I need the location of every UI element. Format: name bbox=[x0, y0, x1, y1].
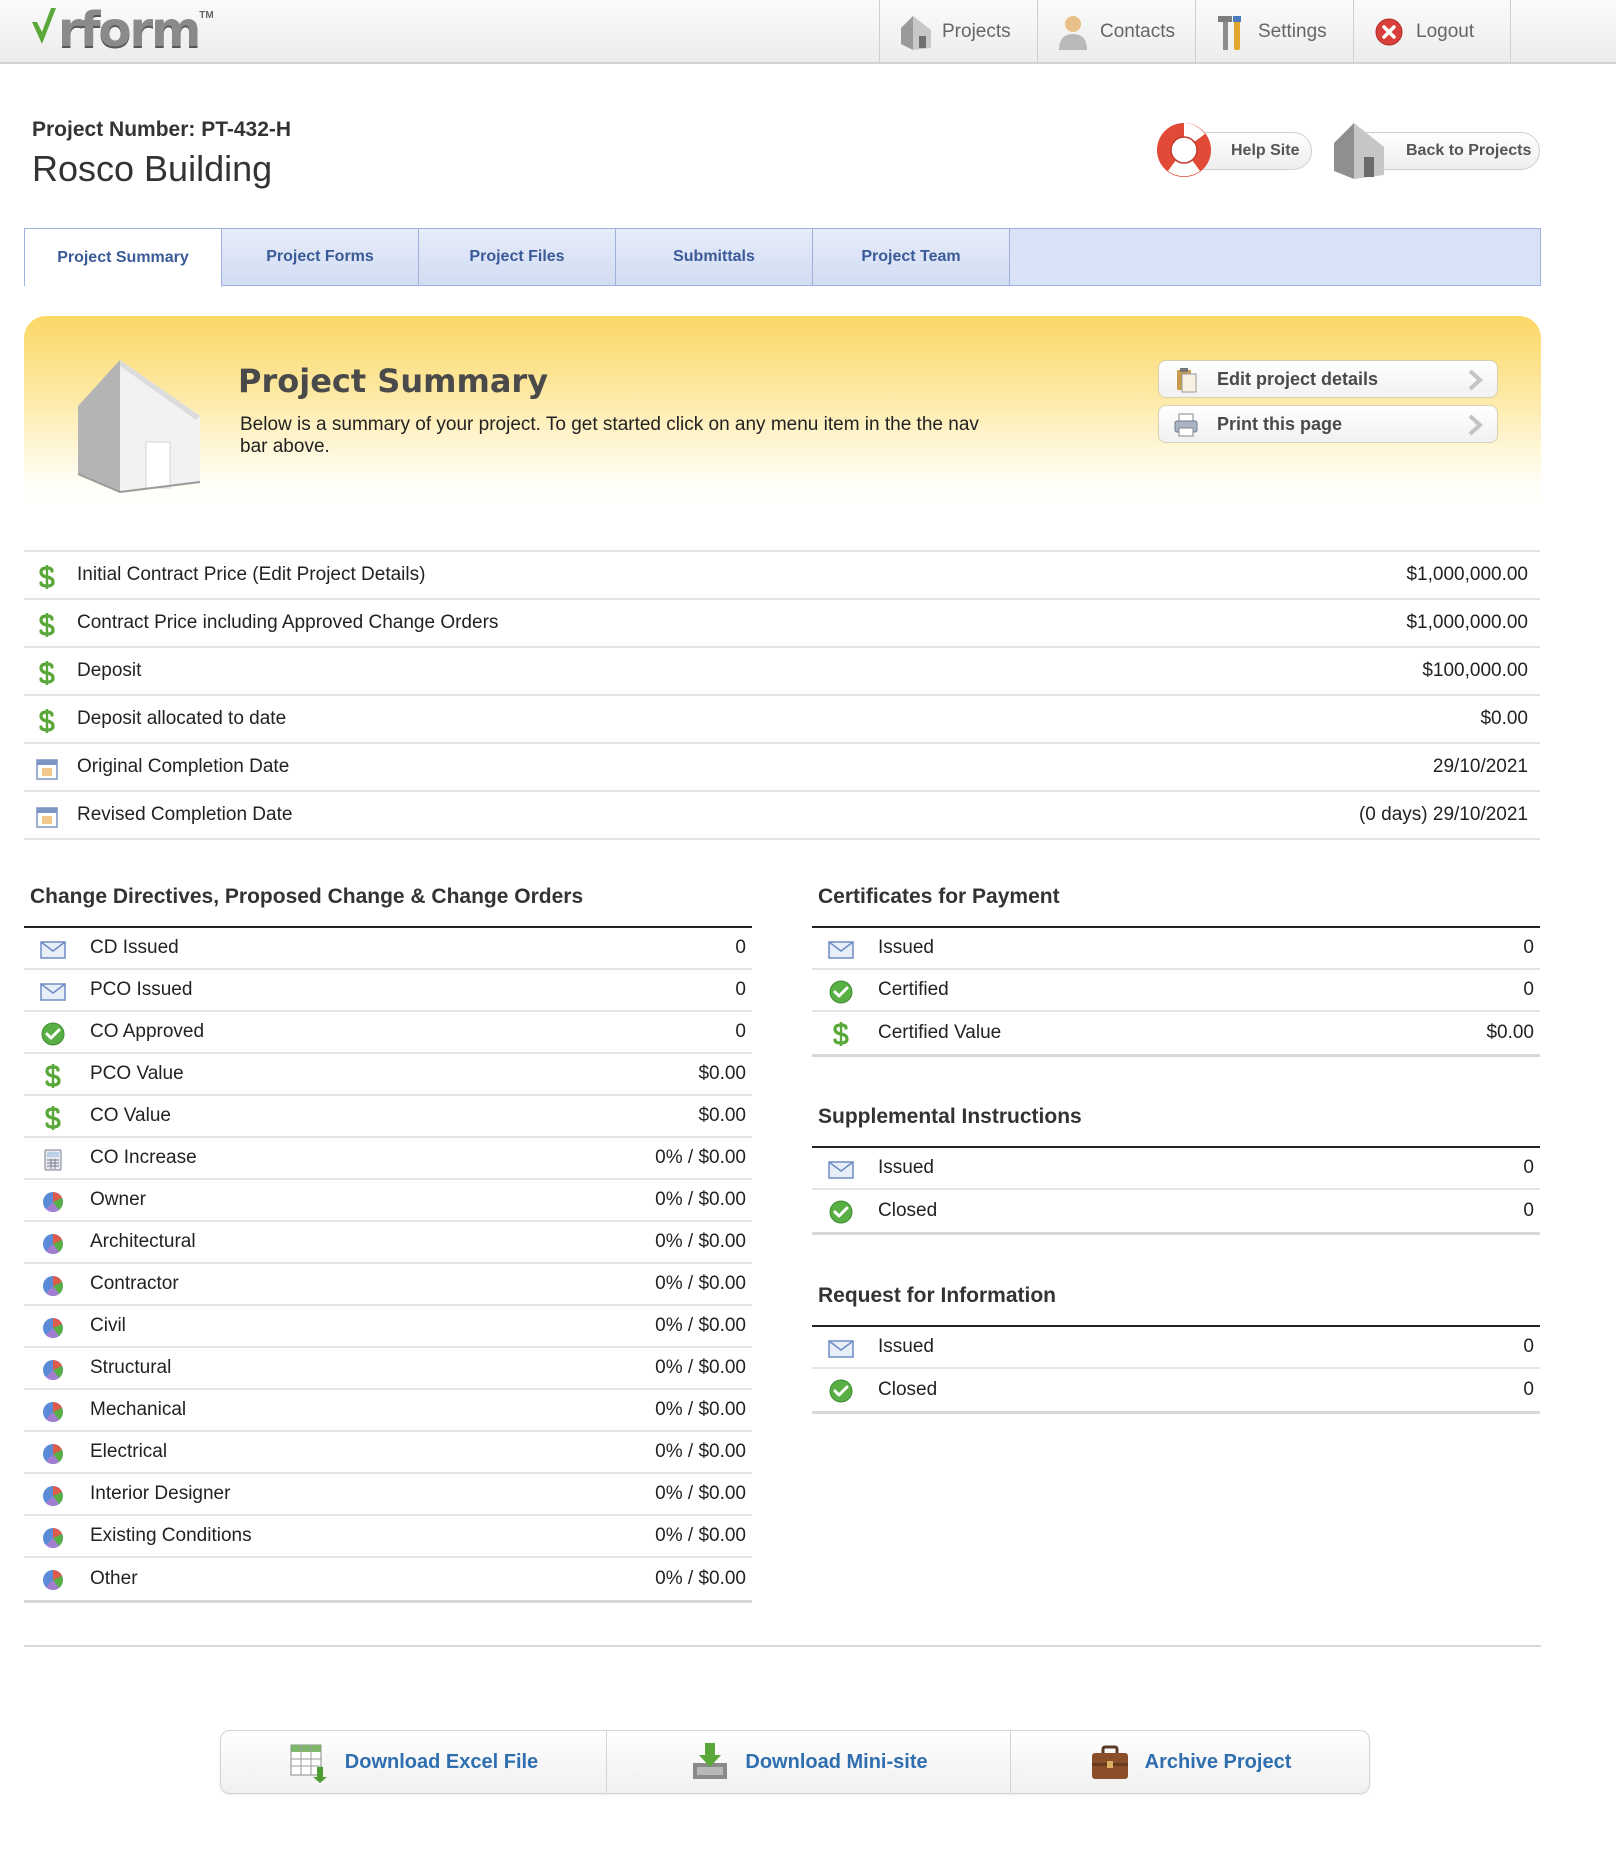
check-icon bbox=[828, 1378, 854, 1404]
archive-project-button[interactable] bbox=[1011, 1731, 1369, 1793]
certificate-row bbox=[812, 928, 1540, 970]
logo-trademark: TM bbox=[199, 10, 214, 21]
check-icon bbox=[40, 1021, 66, 1047]
certificates-table bbox=[812, 926, 1540, 1057]
certificate-value: 0 bbox=[1523, 979, 1534, 1000]
download-box-icon bbox=[689, 1741, 731, 1783]
summary-banner bbox=[24, 316, 1541, 512]
summary-value: $1,000,000.00 bbox=[1406, 612, 1528, 633]
change-order-value: 0% / $0.00 bbox=[655, 1189, 746, 1210]
certificate-row bbox=[812, 970, 1540, 1012]
change-order-row bbox=[24, 1222, 752, 1264]
change-order-label: Architectural bbox=[90, 1231, 196, 1252]
summary-row bbox=[24, 600, 1540, 648]
envelope-icon bbox=[828, 1336, 854, 1362]
rfi-value: 0 bbox=[1523, 1379, 1534, 1400]
certificate-label: Certified Value bbox=[878, 1022, 1002, 1043]
top-bar bbox=[0, 0, 1616, 64]
print-page-label: Print this page bbox=[1217, 413, 1343, 434]
supplemental-value: 0 bbox=[1523, 1200, 1534, 1221]
change-order-value: $0.00 bbox=[698, 1063, 746, 1084]
nav-logout-label: Logout bbox=[1416, 21, 1475, 42]
nav-logout[interactable] bbox=[1353, 0, 1511, 64]
change-order-row bbox=[24, 1054, 752, 1096]
help-site-label: Help Site bbox=[1231, 142, 1300, 159]
chevron-right-icon bbox=[1465, 414, 1485, 436]
download-minisite-button[interactable] bbox=[607, 1731, 1011, 1793]
project-number: Project Number: PT-432-H bbox=[32, 118, 292, 141]
certificates-section bbox=[812, 886, 1540, 1057]
change-order-value: $0.00 bbox=[698, 1105, 746, 1126]
print-page-button[interactable] bbox=[1158, 405, 1498, 443]
top-nav bbox=[879, 0, 1511, 64]
change-order-row bbox=[24, 1180, 752, 1222]
certificate-label: Issued bbox=[878, 937, 934, 958]
change-order-value: 0 bbox=[735, 937, 746, 958]
change-order-label: Other bbox=[90, 1568, 138, 1589]
check-icon bbox=[828, 1199, 854, 1225]
summary-label: Revised Completion Date bbox=[77, 804, 293, 825]
change-order-value: 0% / $0.00 bbox=[655, 1315, 746, 1336]
logo-checkmark-icon bbox=[30, 4, 58, 50]
supplemental-label: Issued bbox=[878, 1157, 934, 1178]
rfi-section bbox=[812, 1285, 1540, 1414]
divider bbox=[24, 1645, 1541, 1647]
dollar-icon bbox=[34, 708, 60, 734]
supplemental-row bbox=[812, 1190, 1540, 1232]
spreadsheet-download-icon bbox=[289, 1741, 331, 1783]
dollar-icon bbox=[828, 1021, 854, 1047]
change-order-label: Civil bbox=[90, 1315, 126, 1336]
change-order-row bbox=[24, 1096, 752, 1138]
project-name: Rosco Building bbox=[32, 148, 273, 189]
house-icon bbox=[896, 11, 934, 53]
change-order-label: PCO Value bbox=[90, 1063, 184, 1084]
summary-row bbox=[24, 552, 1540, 600]
change-order-value: 0% / $0.00 bbox=[655, 1357, 746, 1378]
briefcase-icon bbox=[1089, 1741, 1131, 1783]
tab-submittals[interactable]: Submittals bbox=[616, 229, 813, 285]
tools-icon bbox=[1212, 11, 1250, 53]
change-order-row bbox=[24, 1012, 752, 1054]
summary-row bbox=[24, 648, 1540, 696]
envelope-icon bbox=[40, 937, 66, 963]
change-order-row bbox=[24, 1558, 752, 1600]
tab-project-files[interactable]: Project Files bbox=[419, 229, 616, 285]
change-order-value: 0% / $0.00 bbox=[655, 1525, 746, 1546]
clipboard-icon bbox=[1173, 367, 1199, 393]
pie-chart-icon bbox=[40, 1399, 66, 1425]
tab-project-forms[interactable]: Project Forms bbox=[222, 229, 419, 285]
change-order-label: Owner bbox=[90, 1189, 146, 1210]
summary-label: Deposit allocated to date bbox=[77, 708, 287, 729]
summary-table bbox=[24, 550, 1540, 840]
dollar-icon bbox=[40, 1105, 66, 1131]
change-order-row bbox=[24, 1138, 752, 1180]
logo-text: rform bbox=[58, 2, 200, 58]
printer-icon bbox=[1173, 412, 1199, 438]
pie-chart-icon bbox=[40, 1567, 66, 1593]
rfi-row bbox=[812, 1369, 1540, 1411]
summary-label: Deposit bbox=[77, 660, 142, 681]
change-order-value: 0% / $0.00 bbox=[655, 1568, 746, 1589]
calendar-icon bbox=[34, 804, 60, 830]
nav-projects[interactable] bbox=[879, 0, 1037, 64]
summary-value: 29/10/2021 bbox=[1432, 756, 1528, 777]
archive-project-label: Archive Project bbox=[1144, 1750, 1292, 1773]
rfi-label: Issued bbox=[878, 1336, 934, 1357]
pie-chart-icon bbox=[40, 1525, 66, 1551]
rfi-table bbox=[812, 1325, 1540, 1414]
dollar-icon bbox=[40, 1063, 66, 1089]
change-order-label: Mechanical bbox=[90, 1399, 187, 1420]
dollar-icon bbox=[34, 564, 60, 590]
supplemental-table bbox=[812, 1146, 1540, 1235]
pie-chart-icon bbox=[40, 1231, 66, 1257]
change-order-row bbox=[24, 928, 752, 970]
summary-label: Initial Contract Price (Edit Project Details) bbox=[77, 564, 426, 585]
change-order-label: CO Approved bbox=[90, 1021, 205, 1042]
pie-chart-icon bbox=[40, 1273, 66, 1299]
project-tabs bbox=[24, 228, 1541, 286]
dollar-icon bbox=[34, 612, 60, 638]
person-icon bbox=[1054, 11, 1092, 53]
certificate-row bbox=[812, 1012, 1540, 1054]
certificates-title: Certificates for Payment bbox=[818, 885, 1060, 908]
envelope-icon bbox=[828, 937, 854, 963]
change-order-label: Interior Designer bbox=[90, 1483, 231, 1504]
change-order-value: 0% / $0.00 bbox=[655, 1441, 746, 1462]
change-order-value: 0% / $0.00 bbox=[655, 1231, 746, 1252]
change-order-row bbox=[24, 1348, 752, 1390]
change-order-value: 0% / $0.00 bbox=[655, 1483, 746, 1504]
check-icon bbox=[828, 979, 854, 1005]
house-icon bbox=[1326, 117, 1392, 183]
summary-row bbox=[24, 792, 1540, 840]
change-order-label: Existing Conditions bbox=[90, 1525, 252, 1546]
back-to-projects-label: Back to Projects bbox=[1406, 142, 1532, 159]
supplemental-row bbox=[812, 1148, 1540, 1190]
change-order-label: Electrical bbox=[90, 1441, 168, 1462]
change-order-row bbox=[24, 1390, 752, 1432]
pie-chart-icon bbox=[40, 1315, 66, 1341]
logo[interactable] bbox=[30, 4, 214, 60]
rfi-value: 0 bbox=[1523, 1336, 1534, 1357]
pie-chart-icon bbox=[40, 1357, 66, 1383]
supplemental-label: Closed bbox=[878, 1200, 938, 1221]
download-minisite-label: Download Mini-site bbox=[745, 1750, 928, 1773]
pie-chart-icon bbox=[40, 1441, 66, 1467]
back-to-projects-button[interactable] bbox=[1335, 132, 1540, 170]
edit-project-details-label: Edit project details bbox=[1217, 368, 1379, 389]
summary-value: $1,000,000.00 bbox=[1406, 564, 1528, 585]
rfi-title: Request for Information bbox=[818, 1284, 1057, 1307]
download-excel-label: Download Excel File bbox=[344, 1750, 539, 1773]
nav-settings-label: Settings bbox=[1258, 21, 1327, 42]
change-order-label: CD Issued bbox=[90, 937, 179, 958]
tab-project-summary[interactable]: Project Summary bbox=[25, 229, 222, 287]
rfi-label: Closed bbox=[878, 1379, 938, 1400]
change-order-row bbox=[24, 970, 752, 1012]
rfi-row bbox=[812, 1327, 1540, 1369]
banner-description: Below is a summary of your project. To get started click on any menu item in the the nav bar above. bbox=[240, 414, 979, 457]
calculator-icon bbox=[40, 1147, 66, 1173]
change-order-value: 0% / $0.00 bbox=[655, 1147, 746, 1168]
summary-value: $0.00 bbox=[1480, 708, 1528, 729]
download-excel-button[interactable] bbox=[221, 1731, 607, 1793]
pie-chart-icon bbox=[40, 1483, 66, 1509]
chevron-right-icon bbox=[1465, 369, 1485, 391]
certificate-label: Certified bbox=[878, 979, 949, 1000]
change-orders-section bbox=[24, 886, 752, 1603]
pie-chart-icon bbox=[40, 1189, 66, 1215]
change-orders-table bbox=[24, 926, 752, 1603]
envelope-icon bbox=[40, 979, 66, 1005]
certificate-value: 0 bbox=[1523, 937, 1534, 958]
change-order-value: 0% / $0.00 bbox=[655, 1399, 746, 1420]
banner-title: Project Summary bbox=[238, 362, 549, 400]
summary-value: $100,000.00 bbox=[1422, 660, 1528, 681]
summary-label: Contract Price including Approved Change Orders bbox=[77, 612, 499, 633]
summary-row bbox=[24, 744, 1540, 792]
action-bar bbox=[220, 1730, 1370, 1794]
change-order-row bbox=[24, 1474, 752, 1516]
summary-value: (0 days) 29/10/2021 bbox=[1358, 804, 1528, 825]
certificate-value: $0.00 bbox=[1486, 1022, 1534, 1043]
change-order-label: Contractor bbox=[90, 1273, 179, 1294]
dollar-icon bbox=[34, 660, 60, 686]
change-order-label: PCO Issued bbox=[90, 979, 193, 1000]
help-site-button[interactable] bbox=[1160, 132, 1312, 170]
change-order-value: 0% / $0.00 bbox=[655, 1273, 746, 1294]
change-order-label: CO Increase bbox=[90, 1147, 197, 1168]
calendar-icon bbox=[34, 756, 60, 782]
supplemental-value: 0 bbox=[1523, 1157, 1534, 1178]
change-order-row bbox=[24, 1516, 752, 1558]
change-order-value: 0 bbox=[735, 979, 746, 1000]
tab-project-team[interactable]: Project Team bbox=[813, 229, 1010, 285]
edit-project-details-button[interactable] bbox=[1158, 360, 1498, 398]
change-orders-title: Change Directives, Proposed Change & Change Orders bbox=[30, 885, 584, 908]
change-order-row bbox=[24, 1306, 752, 1348]
change-order-value: 0 bbox=[735, 1021, 746, 1042]
supplemental-section bbox=[812, 1106, 1540, 1235]
nav-settings[interactable] bbox=[1195, 0, 1353, 64]
nav-contacts[interactable] bbox=[1037, 0, 1195, 64]
summary-row bbox=[24, 696, 1540, 744]
nav-projects-label: Projects bbox=[942, 21, 1011, 42]
nav-contacts-label: Contacts bbox=[1100, 21, 1175, 42]
change-order-label: Structural bbox=[90, 1357, 172, 1378]
change-order-row bbox=[24, 1432, 752, 1474]
envelope-icon bbox=[828, 1157, 854, 1183]
supplemental-title: Supplemental Instructions bbox=[818, 1105, 1082, 1128]
house-illustration-icon bbox=[68, 346, 208, 496]
lifebuoy-icon bbox=[1151, 117, 1217, 183]
summary-label: Original Completion Date bbox=[77, 756, 290, 777]
change-order-label: CO Value bbox=[90, 1105, 171, 1126]
logout-icon bbox=[1370, 11, 1408, 53]
change-order-row bbox=[24, 1264, 752, 1306]
